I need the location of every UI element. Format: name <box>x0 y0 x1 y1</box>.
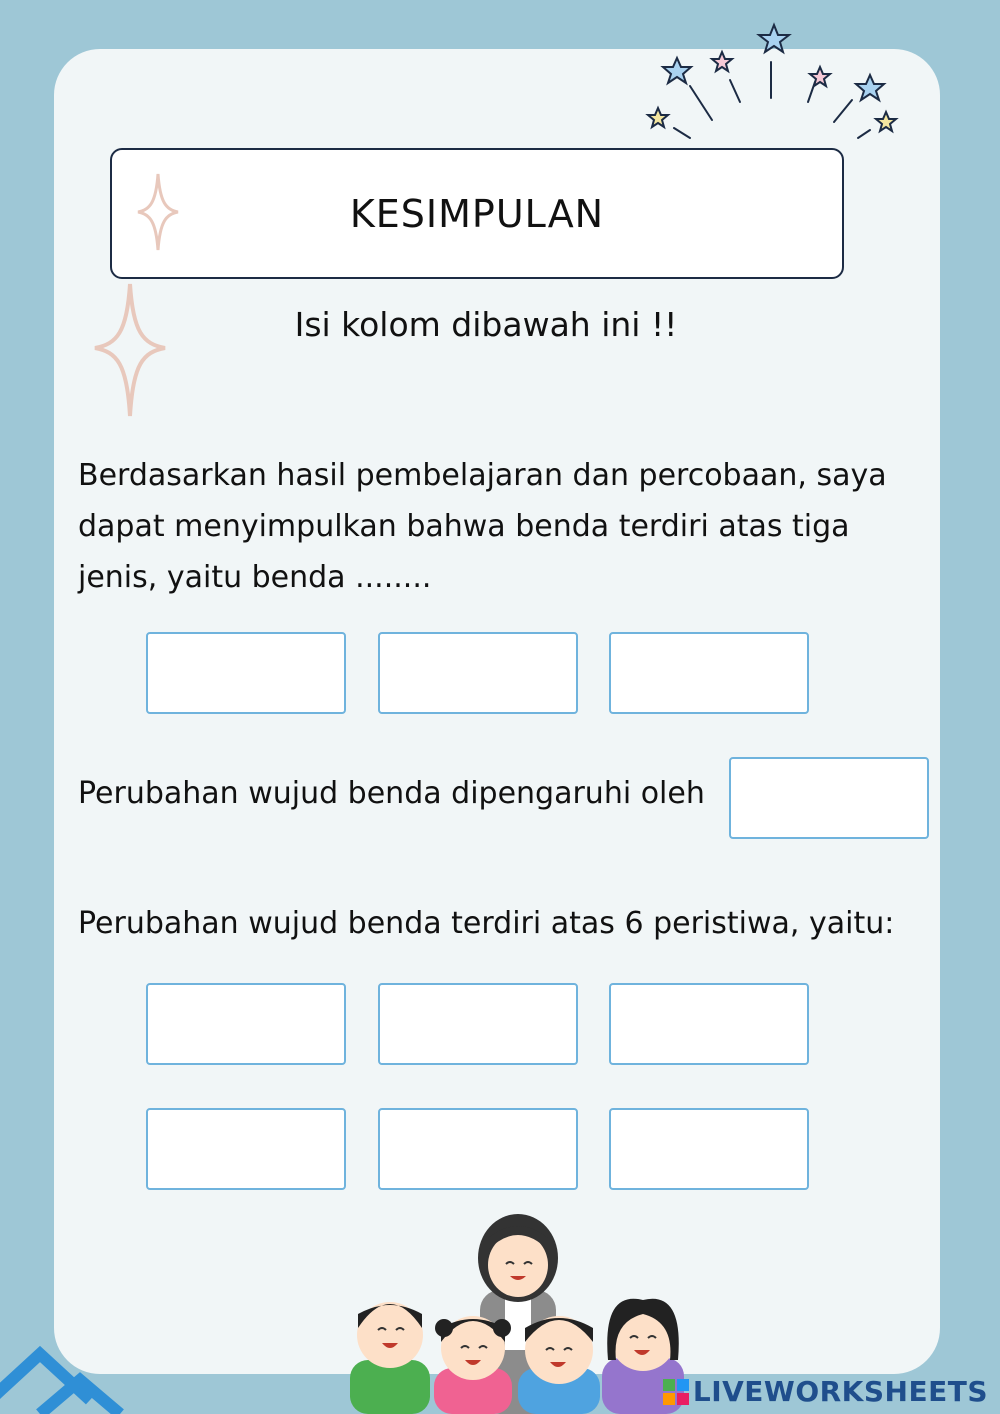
question-2-text: Perubahan wujud benda dipengaruhi oleh <box>78 776 705 811</box>
answer-input[interactable] <box>380 985 576 1063</box>
answer-input[interactable] <box>380 634 576 712</box>
answer-box-pengaruh[interactable] <box>729 757 929 839</box>
answer-input[interactable] <box>148 985 344 1063</box>
answer-input[interactable] <box>611 634 807 712</box>
answer-input[interactable] <box>611 985 807 1063</box>
teacher-children-illustration <box>340 1210 710 1414</box>
liveworksheets-watermark <box>663 1375 988 1408</box>
sparkle-large-icon <box>93 282 167 418</box>
answer-box-peristiwa-6[interactable] <box>609 1108 809 1190</box>
answer-box-benda-1[interactable] <box>146 632 346 714</box>
answer-box-peristiwa-5[interactable] <box>378 1108 578 1190</box>
sparkle-small-icon <box>136 172 180 252</box>
answer-box-peristiwa-2[interactable] <box>378 983 578 1065</box>
answer-input[interactable] <box>148 1110 344 1188</box>
title-box <box>110 148 844 279</box>
question-1-text <box>78 450 938 603</box>
liveworksheets-logo-icon <box>663 1379 689 1405</box>
answer-box-benda-3[interactable] <box>609 632 809 714</box>
instruction-text: Isi kolom dibawah ini !! <box>294 305 678 344</box>
question-1-line: jenis, yaitu benda ........ <box>78 560 432 595</box>
answer-input[interactable] <box>731 759 927 837</box>
answer-box-peristiwa-4[interactable] <box>146 1108 346 1190</box>
question-1-line: dapat menyimpulkan bahwa benda terdiri atas tiga <box>78 509 850 544</box>
answer-input[interactable] <box>611 1110 807 1188</box>
question-3-text: Perubahan wujud benda terdiri atas 6 peristiwa, yaitu: <box>78 906 895 941</box>
answer-box-benda-2[interactable] <box>378 632 578 714</box>
question-1-line: Berdasarkan hasil pembelajaran dan percobaan, saya <box>78 458 887 493</box>
answer-input[interactable] <box>380 1110 576 1188</box>
watermark-text: LIVEWORKSHEETS <box>692 1375 988 1408</box>
answer-box-peristiwa-3[interactable] <box>609 983 809 1065</box>
fireworks-decoration <box>640 20 910 150</box>
answer-input[interactable] <box>148 634 344 712</box>
wave-decoration <box>0 1340 150 1414</box>
page-title: KESIMPULAN <box>349 191 605 236</box>
answer-box-peristiwa-1[interactable] <box>146 983 346 1065</box>
